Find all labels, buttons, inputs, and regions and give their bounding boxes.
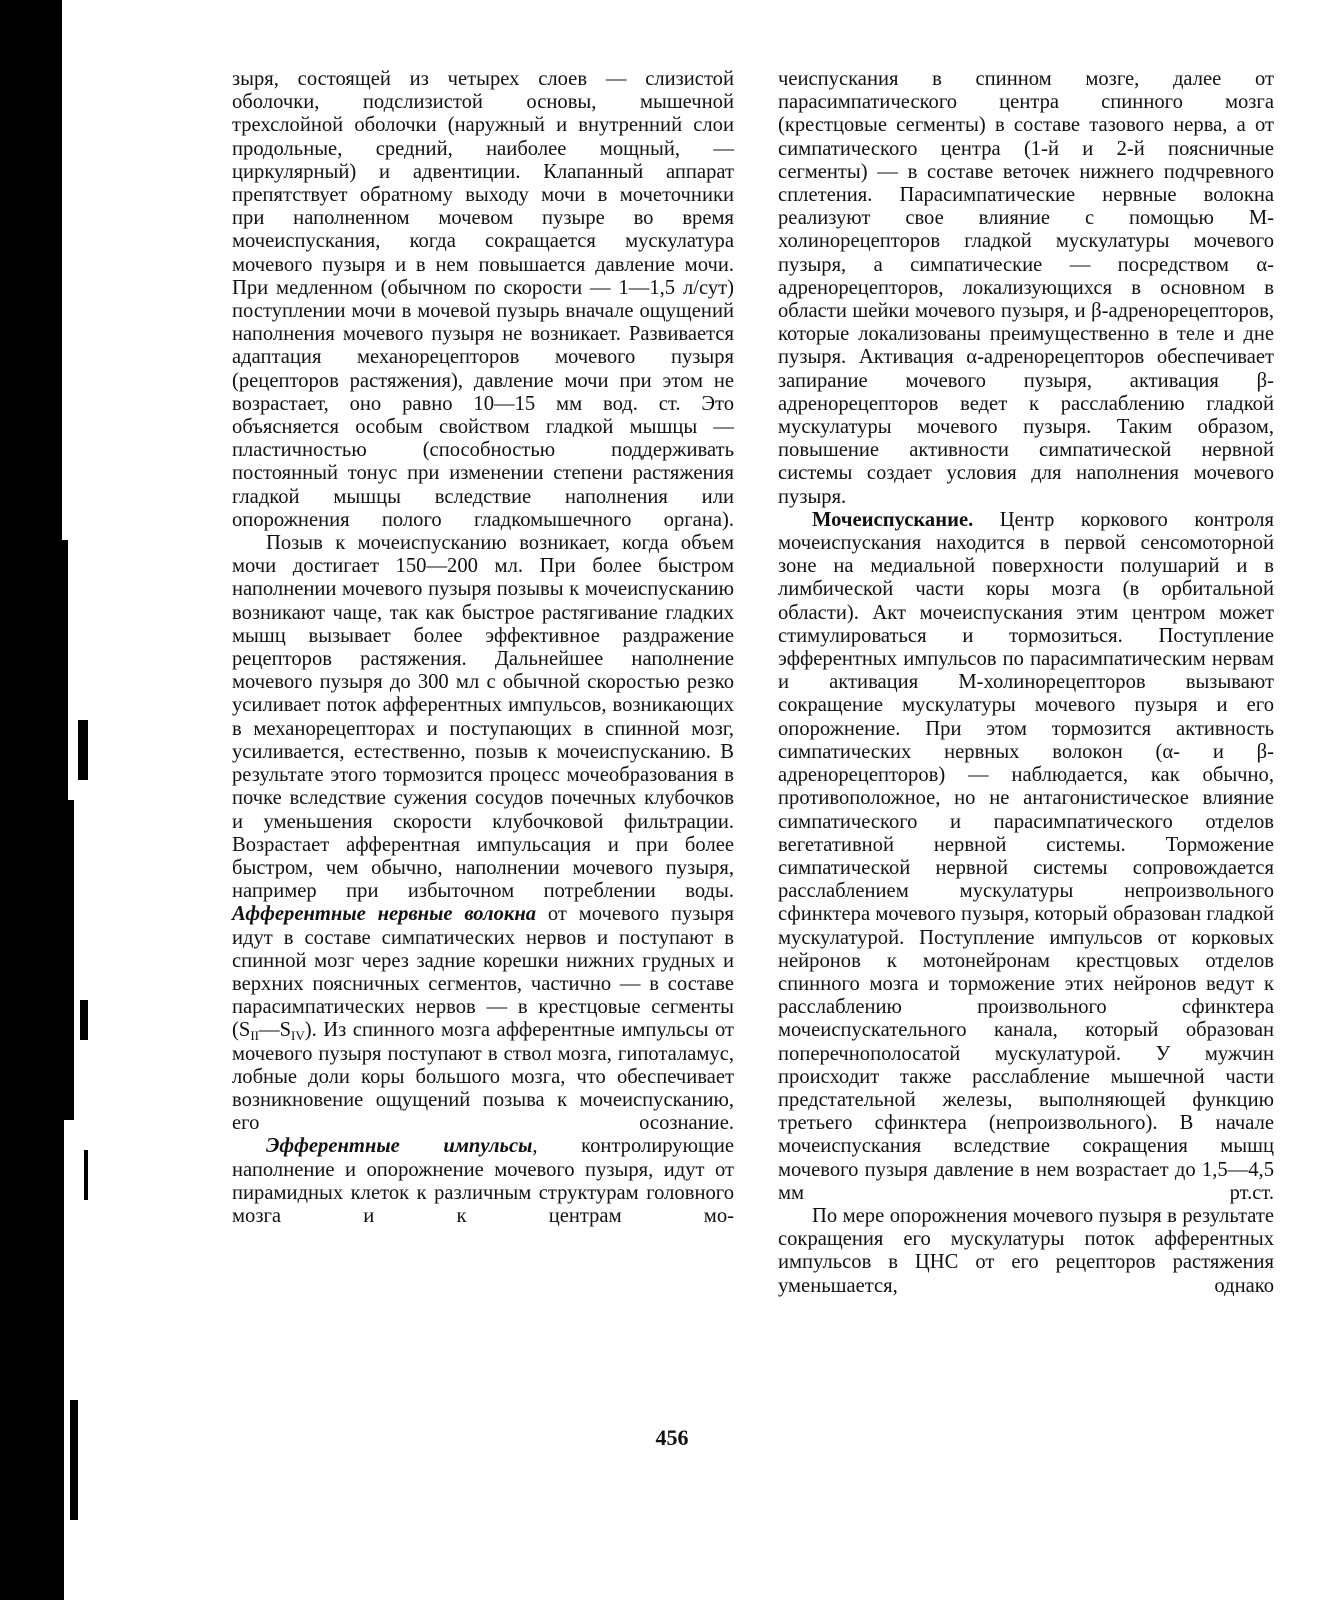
page-number: 456 (655, 1425, 689, 1450)
afferent-fibers-term: Афферентные нервные волокна (232, 903, 537, 926)
scan-binding-edge (0, 0, 78, 1600)
efferent-impulses-term: Эфферентные импульсы (266, 1135, 533, 1158)
subscript-iv: IV (291, 1028, 305, 1044)
left-paragraph-2-text-a: Позыв к мочеиспусканию возникает, когда объем мочи достигает 150—200 мл. При более быстром наполнении мочевого пузыря позывы к мочеиспусканию возникают чаще, так как быстрое растягивание гладких мышц вызывает более эффективное раздражение рецепторов растяжения. Дальнейшее наполнение мочевого пузыря до 300 мл с обычной скоростью резко усиливает поток афферентных импульсов, возникающих в механорецепторах и поступающих в спинной мозг, усиливается, естественно, позыв к мочеиспусканию. В результате этого тормозится процесс мочеобразования в почке вследствие сужения сосудов почечных клубочков и уменьшения скорости клубочковой фильтрации. Возрастает афферентная импульсация и при более быстром, чем обычно, наполнении мочевого пузыря, например при избыточном потреблении воды. (232, 532, 734, 903)
right-paragraph-1: чеиспускания в спинном мозге, далее от парасимпатического центра спинного мозга (крестцовые сегменты) в составе тазового нерва, а от симпатического центра (1-й и 2-й поясничные сегменты) — в составе веточек нижнего подчревного сплетения. Парасимпатические нервные волокна реализуют свое влияние с помощью М-холинорецепторов гладкой мускулатуры мочевого пузыря, а симпатические — посредством α-адренорецепторов, локализующихся в основном в области шейки мочевого пузыря, и β-адренорецепторов, которые локализованы преимущественно в теле и дне пузыря. Активация α-адренорецепторов обеспечивает запирание мочевого пузыря, активация β-адренорецепторов ведет к расслаблению гладкой мускулатуры мочевого пузыря. Таким образом, повышение активности симпатической нервной системы создает условия для наполнения мочевого пузыря. (778, 68, 1274, 508)
left-paragraph-2 (232, 532, 734, 1135)
left-column (232, 68, 734, 1228)
left-paragraph-2-text-c: ). Из спинного мозга афферентные импульсы от мочевого пузыря поступают в ствол мозга, гипоталамус, лобные доли коры большого мозга, что обеспечивает возникновение ощущений позыва к мочеиспусканию, его осознание. (232, 1019, 734, 1135)
subscript-ii: II (250, 1028, 259, 1044)
right-paragraph-2 (778, 509, 1274, 1205)
left-paragraph-1: зыря, состоящей из четырех слоев — слизистой оболочки, подслизистой основы, мышечной трехслойной оболочки (наружный и внутренний слои продольные, средний, наиболее мощный, — циркулярный) и адвентиции. Клапанный аппарат препятствует обратному выходу мочи в мочеточники при наполненном мочевом пузыре во время мочеиспускания, когда сокращается мускулатура мочевого пузыря и в нем повышается давление мочи. При медленном (обычном по скорости — 1—1,5 л/сут) поступлении мочи в мочевой пузырь вначале ощущений наполнения мочевого пузыря не возникает. Развивается адаптация механорецепторов мочевого пузыря (рецепторов растяжения), давление мочи при этом не возрастает, оно равно 10—15 мм вод. ст. Это объясняется особым свойством гладкой мышцы — пластичностью (способностью поддерживать постоянный тонус при изменении степени растяжения гладкой мышцы вследствие наполнения или опорожнения полого гладкомышечного органа). (232, 68, 734, 531)
right-paragraph-3: По мере опорожнения мочевого пузыря в результате сокращения его мускулатуры поток афферентных импульсов в ЦНС от его рецепторов растяжения уменьшается, однако (778, 1204, 1274, 1297)
left-paragraph-3 (232, 1135, 734, 1228)
left-paragraph-3-text: , контролирующие наполнение и опорожнение мочевого пузыря, идут от пирамидных клеток к различным структурам головного мозга и к центрам мо- (232, 1135, 734, 1227)
segment-dash: —S (258, 1019, 292, 1042)
urination-heading: Мочеиспускание. (812, 508, 974, 531)
right-column (778, 68, 1274, 1298)
right-paragraph-2-text: Центр коркового контроля мочеиспускания находится в первой сенсомоторной зоне на медиальной поверхности полушарий и в лимбической части коры мозга (в орбитальной области). Акт мочеиспускания этим центром может стимулироваться и тормозиться. Поступление эфферентных импульсов по парасимпатическим нервам и активация М-холинорецепторов вызывают сокращение мускулатуры мочевого пузыря и его опорожнение. При этом тормозится активность симпатических нервных волокон (α- и β-адренорецепторов) — наблюдается, как обычно, противоположное, но не антагонистическое влияние симпатического и парасимпатического отделов вегетативной нервной системы. Торможение симпатической нервной системы сопровождается расслаблением мускулатуры непроизвольного сфинктера мочевого пузыря, который образован гладкой мускулатурой. Поступление импульсов от корковых нейронов к мотонейронам крестцовых отделов спинного мозга и торможение этих нейронов ведут к расслаблению произвольного сфинктера мочеиспускательного канала, который образован поперечнополосатой мускулатурой. У мужчин происходит также расслабление мышечной части предстательной железы, выполняющей функцию третьего сфинктера (непроизвольного). В начале мочеиспускания вследствие сокращения мышц мочевого пузыря давление в нем возрастает до 1,5—4,5 мм рт.ст. (778, 508, 1274, 1204)
left-paragraph-2-text-b: от мочевого пузыря идут в составе симпатических нервов и поступают в спинной мозг через задние корешки нижних грудных и верхних поясничных сегментов, частично — в составе парасимпатических нервов — в крестцовые сегменты (S (232, 903, 734, 1042)
